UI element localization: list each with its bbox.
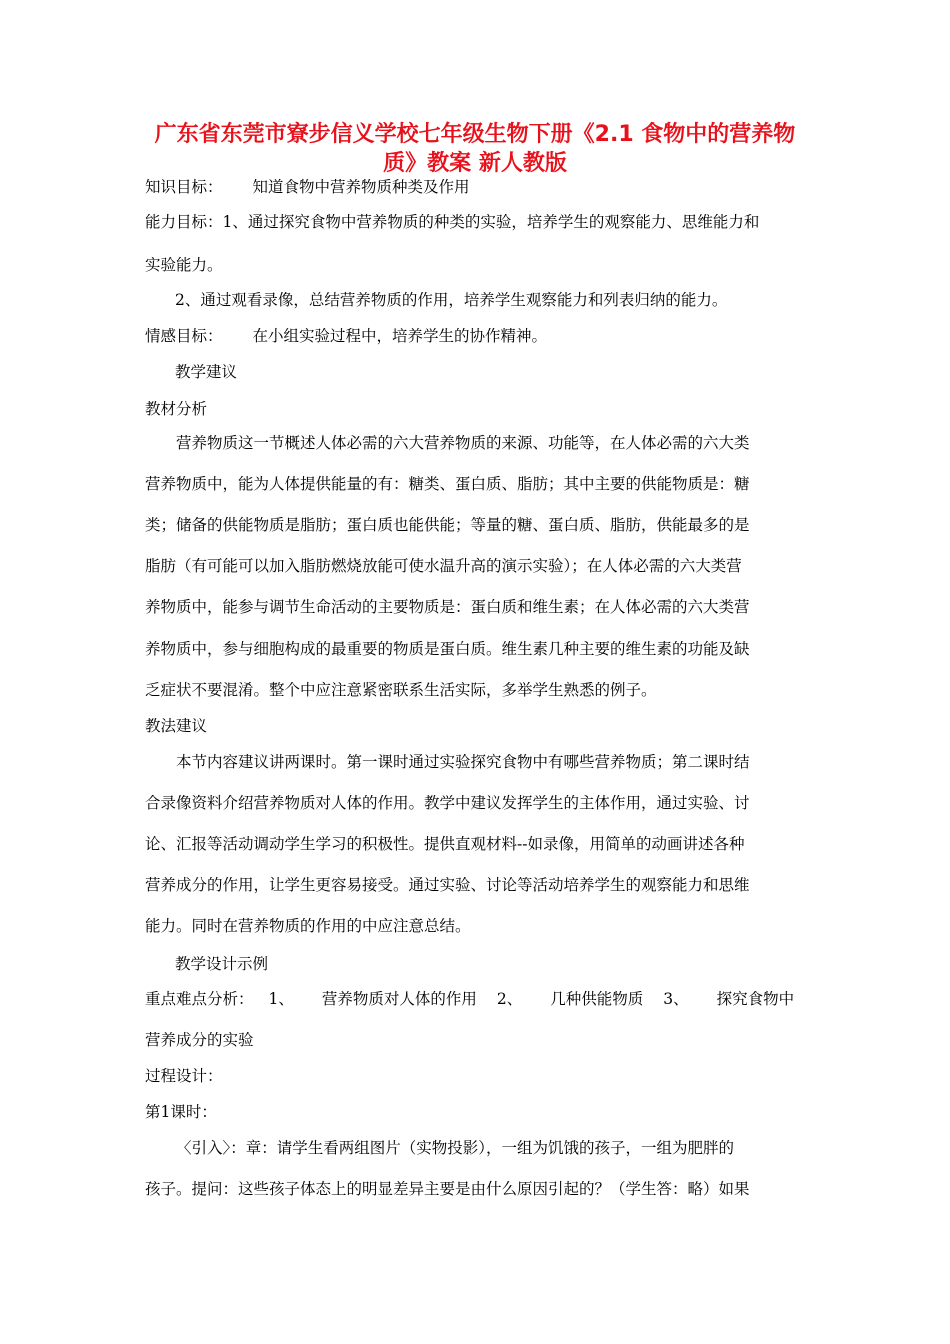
emotion-objective	[145, 325, 547, 347]
key-points-line	[145, 988, 794, 1010]
design-example-heading: 教学设计示例	[175, 955, 269, 973]
material-analysis-heading: 教材分析	[145, 400, 208, 418]
key-points-label: 重点难点分析：	[145, 990, 254, 1008]
intro-paragraph-line: 〈引入〉：章：请学生看两组图片（实物投影），一组为饥饿的孩子，一组为肥胖的	[176, 1139, 735, 1157]
ability-objective	[145, 211, 759, 233]
ability-objective-line-2: 实验能力。	[145, 256, 223, 274]
key-item-text: 探究食物中	[716, 990, 795, 1008]
knowledge-objective-label: 知识目标：	[145, 178, 223, 196]
method-suggestion-heading: 教法建议	[145, 717, 208, 735]
knowledge-objective-text: 知道食物中营养物质种类及作用	[252, 178, 470, 196]
document-title-line-2: 质》教案 新人教版	[383, 151, 567, 176]
emotion-objective-label: 情感目标：	[145, 327, 223, 345]
method-paragraph-line: 合录像资料介绍营养物质对人体的作用。教学中建议发挥学生的主体作用，通过实验、讨	[145, 794, 750, 812]
key-item-number: 1、	[268, 990, 294, 1008]
ability-objective-line-1: 1、通过探究食物中营养物质的种类的实验，培养学生的观察能力、思维能力和	[222, 213, 760, 231]
lesson-one-label: 第1课时：	[145, 1103, 217, 1121]
key-item-number: 3、	[663, 990, 689, 1008]
knowledge-objective	[145, 176, 470, 198]
document-title-line-1: 广东省东莞市寮步信义学校七年级生物下册《2.1 食物中的营养物	[154, 122, 796, 147]
key-item-text: 几种供能物质	[550, 990, 644, 1008]
teaching-suggestion-heading: 教学建议	[175, 363, 238, 381]
method-paragraph-line: 营养成分的作用，让学生更容易接受。通过实验、讨论等活动培养学生的观察能力和思维	[145, 876, 750, 894]
method-paragraph-line: 论、汇报等活动调动学生学习的积极性。提供直观材料--如录像，用简单的动画讲述各种	[145, 835, 745, 853]
material-paragraph-line: 营养物质这一节概述人体必需的六大营养物质的来源、功能等，在人体必需的六大类	[176, 434, 750, 452]
ability-objective-item-2: 2、通过观看录像，总结营养物质的作用，培养学生观察能力和列表归纳的能力。	[175, 291, 728, 309]
material-paragraph-line: 类；储备的供能物质是脂肪；蛋白质也能供能；等量的糖、蛋白质、脂肪，供能最多的是	[145, 516, 750, 534]
material-paragraph-line: 养物质中，能参与调节生命活动的主要物质是：蛋白质和维生素；在人体必需的六大类营	[145, 598, 750, 616]
key-points-line-2: 营养成分的实验	[145, 1031, 254, 1049]
material-paragraph-line: 脂肪（有可能可以加入脂肪燃烧放能可使水温升高的演示实验）；在人体必需的六大类营	[145, 557, 742, 575]
key-item-number: 2、	[496, 990, 523, 1008]
material-paragraph-line: 养物质中，参与细胞构成的最重要的物质是蛋白质。维生素几种主要的维生素的功能及缺	[145, 640, 750, 658]
ability-objective-label: 能力目标：	[145, 213, 223, 231]
method-paragraph-line: 能力。同时在营养物质的作用的中应注意总结。	[145, 917, 471, 935]
emotion-objective-text: 在小组实验过程中，培养学生的协作精神。	[252, 327, 548, 345]
method-paragraph-line: 本节内容建议讲两课时。第一课时通过实验探究食物中有哪些营养物质；第二课时结	[176, 753, 750, 771]
material-paragraph-line: 乏症状不要混淆。整个中应注意紧密联系生活实际，多举学生熟悉的例子。	[145, 681, 657, 699]
material-paragraph-line: 营养物质中，能为人体提供能量的有：糖类、蛋白质、脂肪；其中主要的供能物质是：糖	[145, 475, 750, 493]
process-design-label: 过程设计：	[145, 1067, 223, 1085]
intro-paragraph-line: 孩子。提问：这些孩子体态上的明显差异主要是由什么原因引起的？（学生答：略）如果	[145, 1180, 750, 1198]
key-item-text: 营养物质对人体的作用	[321, 990, 477, 1008]
